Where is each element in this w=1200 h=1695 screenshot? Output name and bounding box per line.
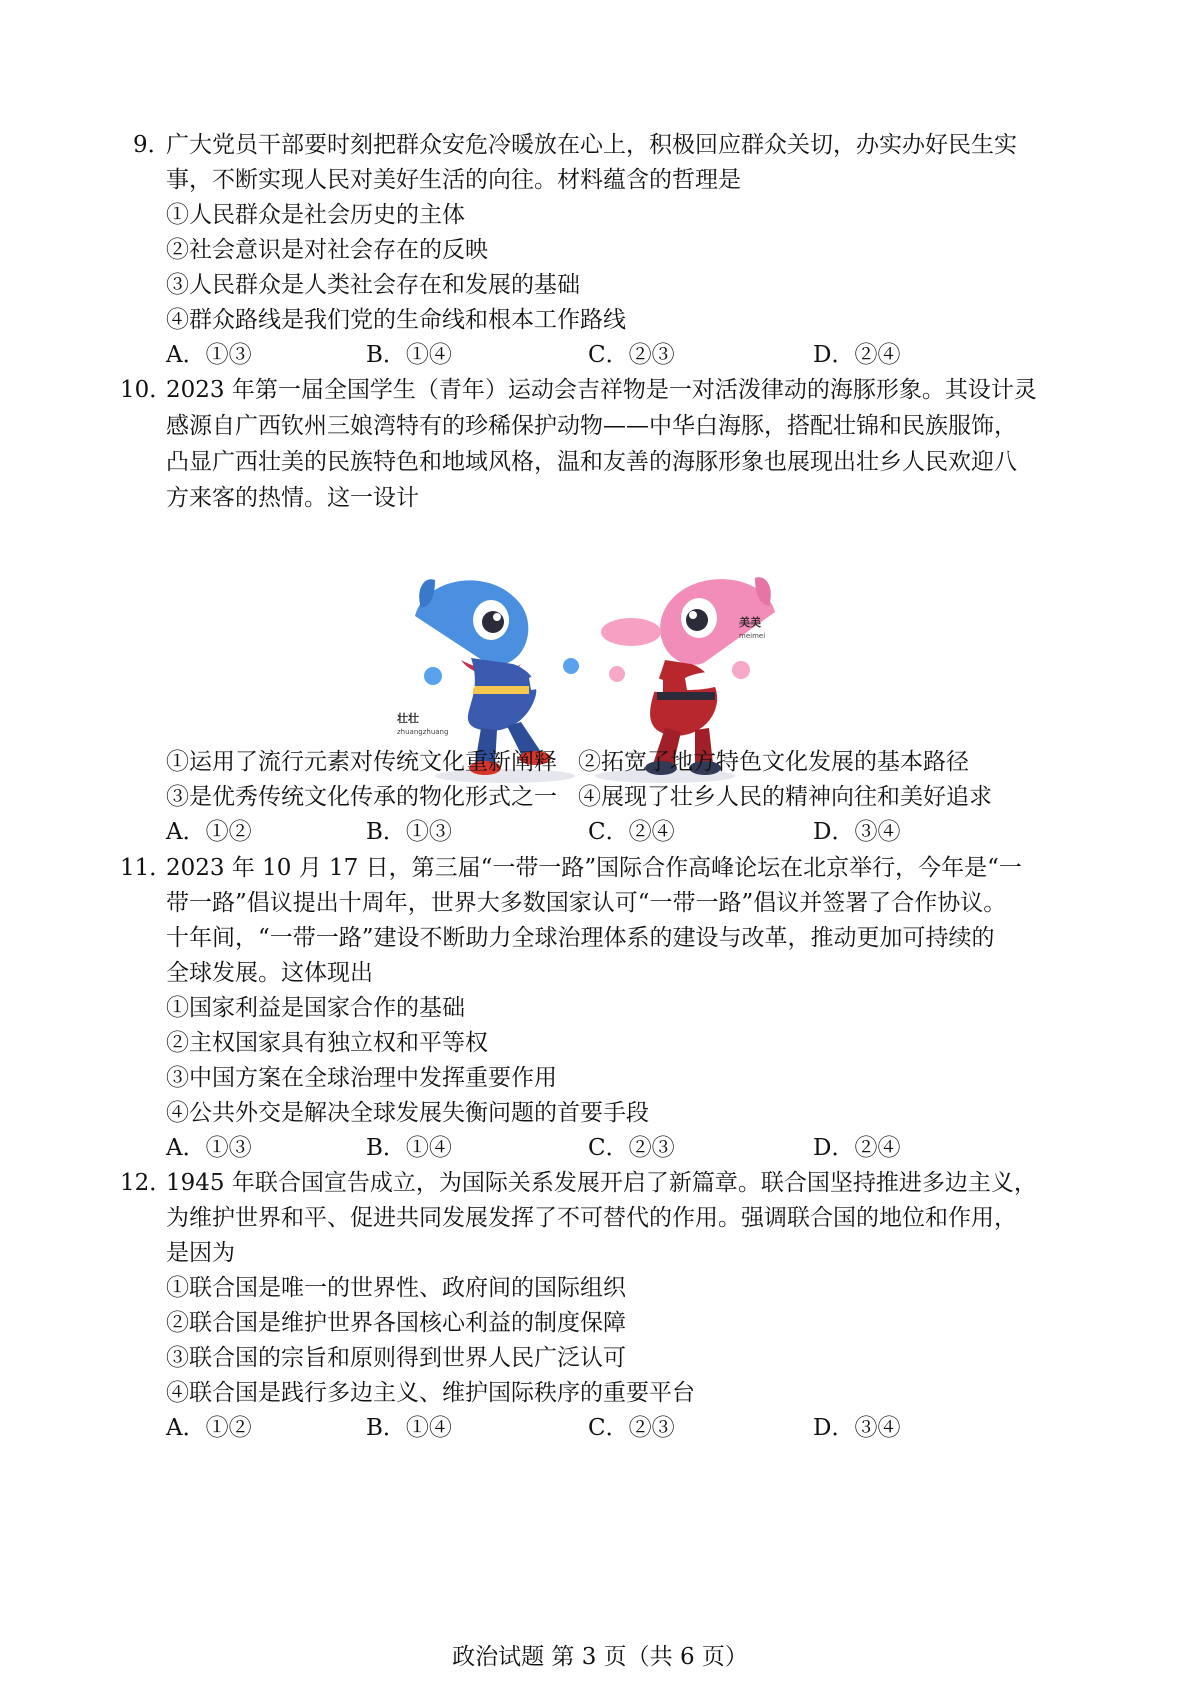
statement: ③人民群众是人类社会存在和发展的基础: [166, 272, 580, 298]
option-c: C．②③: [588, 1415, 675, 1441]
blue-mascot-pinyin: zhuangzhuang: [397, 728, 449, 736]
statement: ④展现了壮乡人民的精神向往和美好追求: [578, 784, 992, 810]
option-d: D．②④: [813, 1135, 901, 1161]
option-b: B．①④: [366, 342, 452, 368]
option-c: C．②③: [588, 342, 675, 368]
option-a: A．①③: [166, 342, 252, 368]
question-number: 9．: [133, 132, 171, 158]
question-stem-line: 为维护世界和平、促进共同发展发挥了不可替代的作用。强调联合国的地位和作用，: [166, 1205, 1017, 1231]
statement: ①联合国是唯一的世界性、政府间的国际组织: [166, 1275, 626, 1301]
option-a: A．①③: [166, 1135, 252, 1161]
question-stem-line: 方来客的热情。这一设计: [166, 485, 419, 511]
statement: ②社会意识是对社会存在的反映: [166, 237, 488, 263]
page-footer: 政治试题 第 3 页（共 6 页）: [452, 1644, 748, 1670]
question-stem-line: 事，不断实现人民对美好生活的向往。材料蕴含的哲理是: [166, 167, 741, 193]
question-number: 10．: [120, 377, 173, 403]
question-stem-line: 感源自广西钦州三娘湾特有的珍稀保护动物——中华白海豚，搭配壮锦和民族服饰，: [166, 413, 1017, 439]
option-a: A．①②: [166, 1415, 252, 1441]
option-a: A．①②: [166, 819, 252, 845]
question-stem-line: 2023 年 10 月 17 日，第三届“一带一路”国际合作高峰论坛在北京举行，今年是“一: [166, 855, 1022, 881]
question-stem-line: 带一路”倡议提出十周年，世界大多数国家认可“一带一路”倡议并签署了合作协议。: [166, 890, 1007, 916]
question-stem-line: 1945 年联合国宣告成立，为国际关系发展开启了新篇章。联合国坚持推进多边主义，: [166, 1170, 1037, 1196]
statement: ②拓宽了地方特色文化发展的基本路径: [578, 749, 969, 775]
option-d: D．②④: [813, 342, 901, 368]
option-d: D．③④: [813, 1415, 901, 1441]
question-stem-line: 凸显广西壮美的民族特色和地域风格，温和友善的海豚形象也展现出壮乡人民欢迎八: [166, 449, 1017, 475]
question-stem-line: 广大党员干部要时刻把群众安危冷暖放在心上，积极回应群众关切，办实办好民生实: [166, 132, 1017, 158]
option-d: D．③④: [813, 819, 901, 845]
question-stem-line: 2023 年第一届全国学生（青年）运动会吉祥物是一对活泼律动的海豚形象。其设计灵: [166, 377, 1037, 403]
statement: ②联合国是维护世界各国核心利益的制度保障: [166, 1310, 626, 1336]
option-b: B．①③: [366, 819, 452, 845]
blue-mascot-name: 壮壮: [397, 712, 419, 725]
statement: ③是优秀传统文化传承的物化形式之一: [166, 784, 557, 810]
statement: ④公共外交是解决全球发展失衡问题的首要手段: [166, 1100, 649, 1126]
statement: ③联合国的宗旨和原则得到世界人民广泛认可: [166, 1345, 626, 1371]
option-b: B．①④: [366, 1135, 452, 1161]
option-c: C．②③: [588, 1135, 675, 1161]
question-stem-line: 十年间，“一带一路”建设不断助力全球治理体系的建设与改革，推动更加可持续的: [166, 925, 995, 951]
question-number: 12．: [120, 1170, 173, 1196]
option-b: B．①④: [366, 1415, 452, 1441]
statement: ④联合国是践行多边主义、维护国际秩序的重要平台: [166, 1380, 695, 1406]
statement: ①运用了流行元素对传统文化重新阐释: [166, 749, 557, 775]
question-stem-line: 全球发展。这体现出: [166, 960, 373, 986]
question-number: 11．: [120, 855, 173, 881]
question-stem-line: 是因为: [166, 1240, 235, 1266]
statement: ④群众路线是我们党的生命线和根本工作路线: [166, 307, 626, 333]
pink-mascot-pinyin: meimei: [739, 632, 766, 640]
statement: ①国家利益是国家合作的基础: [166, 995, 465, 1021]
statement: ②主权国家具有独立权和平等权: [166, 1030, 488, 1056]
pink-mascot-name: 美美: [739, 616, 761, 629]
statement: ①人民群众是社会历史的主体: [166, 202, 465, 228]
option-c: C．②④: [588, 819, 675, 845]
statement: ③中国方案在全球治理中发挥重要作用: [166, 1065, 557, 1091]
